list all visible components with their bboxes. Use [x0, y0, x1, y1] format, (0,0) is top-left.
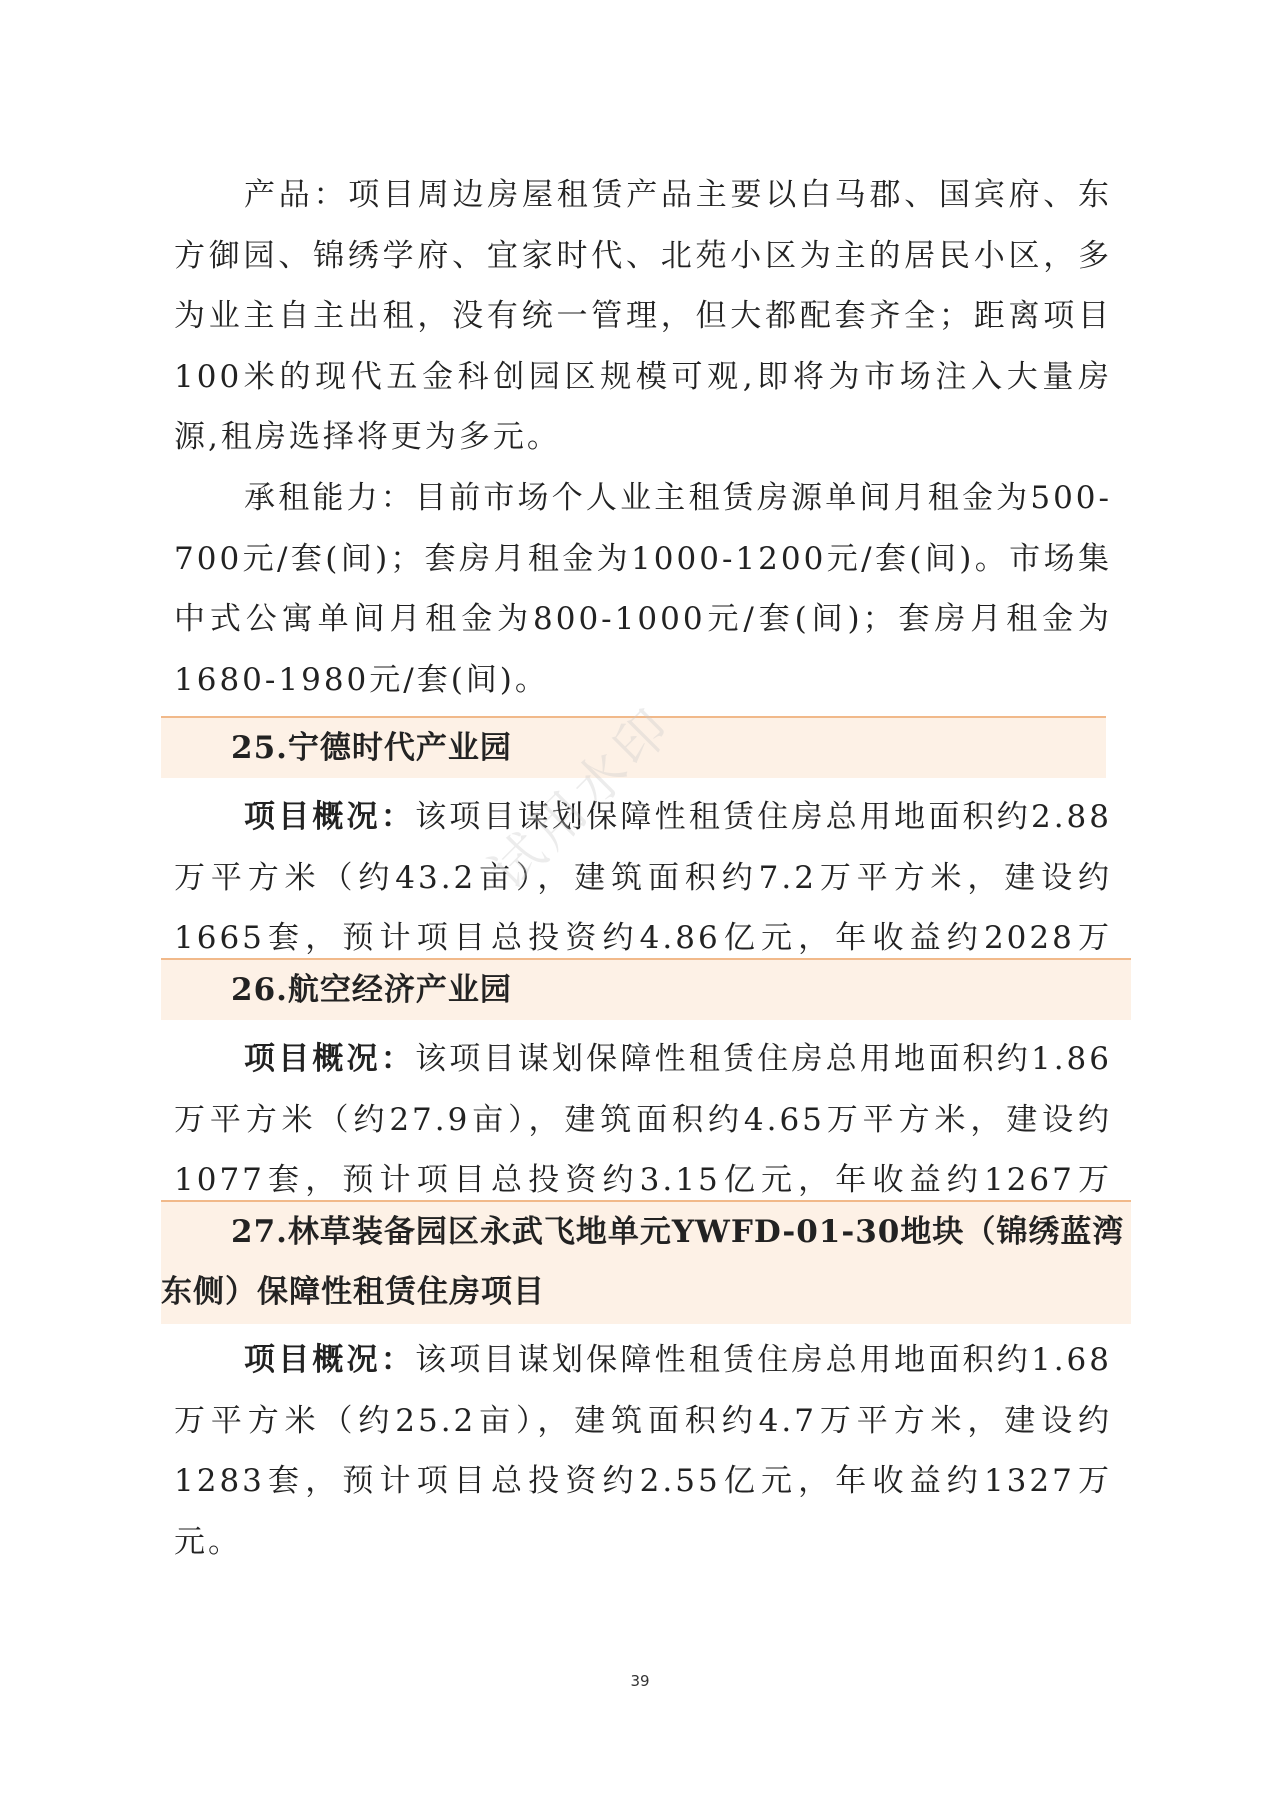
section-heading-26-text: 26.航空经济产业园: [231, 972, 512, 1008]
overview-text: 该项目谋划保障性租赁住房总用地面积约1.86万平方米（约27.9亩），建筑面积约4.65万平方米，建设约1077套，预计项目总投资约3.15亿元，年收益约1267万: [174, 1041, 1113, 1198]
section-heading-26: [161, 958, 1131, 1020]
overview-text: 该项目谋划保障性租赁住房总用地面积约2.88万平方米（约43.2亩），建筑面积约7.2万平方米，建设约1665套，预计项目总投资约4.86亿元，年收益约2028万: [174, 799, 1113, 956]
overview-label: 项目概况：: [244, 1342, 416, 1378]
section-heading-25: [161, 716, 1106, 778]
section-heading-25-text: 25.宁德时代产业园: [231, 730, 512, 766]
products-paragraph: 产品：项目周边房屋租赁产品主要以白马郡、国宾府、东方御园、锦绣学府、宜家时代、北苑小区为主的居民小区，多为业主自主出租，没有统一管理，但大都配套齐全；距离项目100米的现代五金科创园区规模可观,即将为市场注入大量房源,租房选择将更为多元。: [174, 177, 1112, 455]
overview-label: 项目概况：: [244, 799, 416, 835]
trial-watermark: 试用水印: [479, 695, 686, 902]
overview-label: 项目概况：: [244, 1041, 416, 1077]
section-27-overview: [174, 1330, 1112, 1572]
section-heading-27-text: 27.林草装备园区永武飞地单元YWFD-01-30地块（锦绣蓝湾东侧）保障性租赁住房项目: [161, 1214, 1125, 1310]
section-heading-27: [161, 1200, 1131, 1324]
rent-capacity-paragraph: 承租能力：目前市场个人业主租赁房源单间月租金为500-700元/套(间)；套房月租金为1000-1200元/套(间)。市场集中式公寓单间月租金为800-1000元/套(间)；套房月租金为1680-1980元/套(间)。: [174, 480, 1112, 698]
overview-text: 该项目谋划保障性租赁住房总用地面积约1.68万平方米（约25.2亩），建筑面积约4.7万平方米，建设约1283套，预计项目总投资约2.55亿元，年收益约1327万元。: [174, 1342, 1113, 1560]
page-number: 39: [630, 1672, 650, 1690]
